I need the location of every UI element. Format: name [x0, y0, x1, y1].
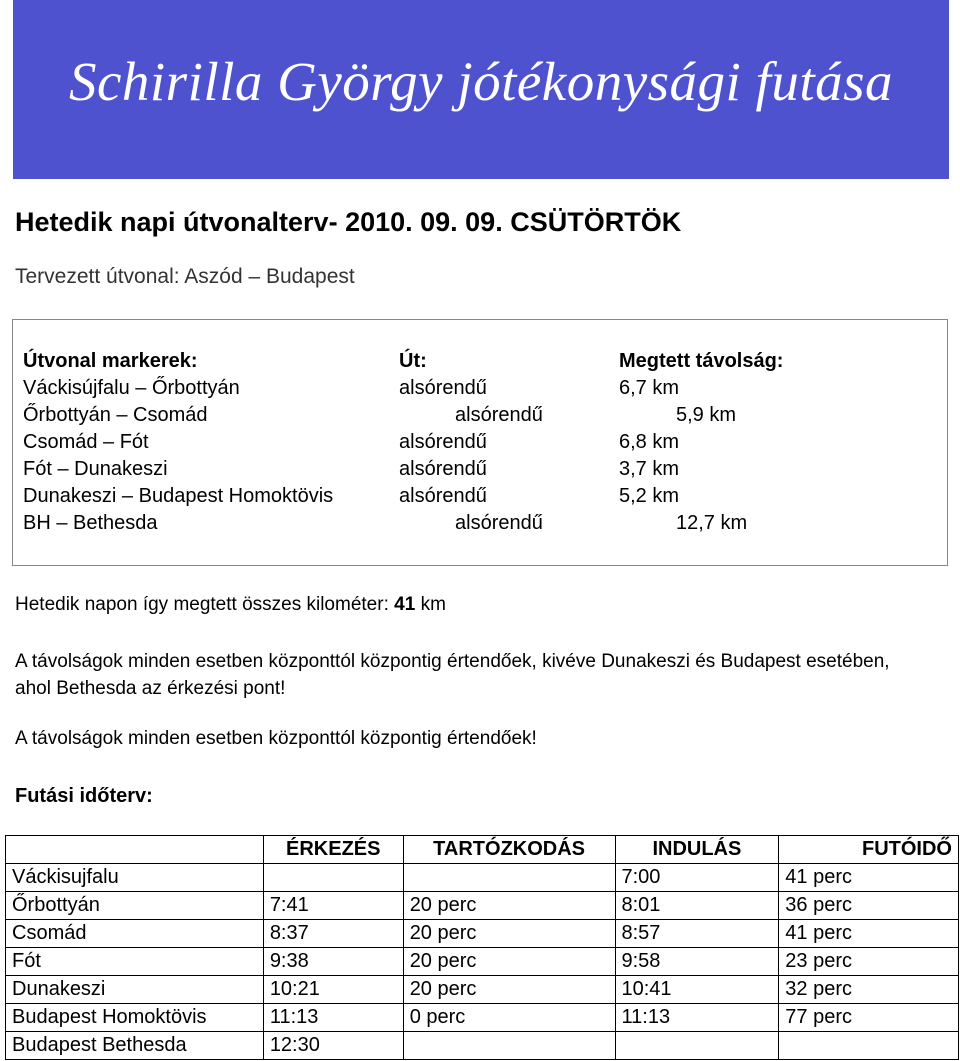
route-marker: Fót – Dunakeszi: [23, 458, 168, 480]
table-row: [6, 920, 959, 948]
route-marker: BH – Bethesda: [23, 512, 158, 534]
cell-place: Fót: [6, 948, 264, 976]
cell-runtime: 41 perc: [779, 920, 959, 948]
cell-departure: 11:13: [615, 1004, 779, 1032]
route-road: alsórendű: [455, 404, 543, 426]
schedule-header-row: [6, 836, 959, 864]
planned-route: Tervezett útvonal: Aszód – Budapest: [15, 265, 355, 288]
cell-place: Budapest Homoktövis: [6, 1004, 264, 1032]
cell-departure: 7:00: [615, 864, 779, 892]
route-distance: 3,7 km: [619, 458, 680, 480]
cell-departure: 8:01: [615, 892, 779, 920]
route-road: alsórendű: [399, 458, 487, 480]
cell-place: Dunakeszi: [6, 976, 264, 1004]
cell-stay: 0 perc: [403, 1004, 615, 1032]
distance-note-2: A távolságok minden esetben központtól központig értendőek!: [15, 728, 537, 749]
schedule-header-departure: INDULÁS: [615, 836, 779, 864]
cell-stay: 20 perc: [403, 948, 615, 976]
banner-title: Schirilla György jótékonysági futása: [68, 51, 894, 112]
cell-stay: [403, 1032, 615, 1060]
cell-stay: 20 perc: [403, 976, 615, 1004]
cell-place: Budapest Bethesda: [6, 1032, 264, 1060]
total-unit: km: [420, 594, 446, 615]
total-distance: [15, 594, 446, 616]
cell-runtime: 36 perc: [779, 892, 959, 920]
total-value: 41: [394, 594, 416, 615]
route-header-road: Út:: [399, 350, 427, 372]
cell-arrival: 8:37: [263, 920, 403, 948]
route-distance: 12,7 km: [676, 512, 748, 534]
route-marker: Csomád – Fót: [23, 431, 149, 453]
route-distance: 6,7 km: [619, 377, 680, 399]
cell-arrival: 7:41: [263, 892, 403, 920]
cell-runtime: 32 perc: [779, 976, 959, 1004]
cell-arrival: 10:21: [263, 976, 403, 1004]
schedule-label: Futási időterv:: [15, 785, 153, 807]
route-header-markers: Útvonal markerek:: [23, 350, 198, 372]
cell-place: Őrbottyán: [6, 892, 264, 920]
cell-stay: 20 perc: [403, 920, 615, 948]
cell-arrival: 11:13: [263, 1004, 403, 1032]
table-row: [6, 864, 959, 892]
total-label: Hetedik napon így megtett összes kilométer:: [15, 594, 389, 615]
table-row: [6, 976, 959, 1004]
table-row: [6, 892, 959, 920]
cell-departure: 9:58: [615, 948, 779, 976]
cell-runtime: 23 perc: [779, 948, 959, 976]
route-marker: Váckisújfalu – Őrbottyán: [23, 377, 240, 399]
table-row: [6, 1004, 959, 1032]
route-distance: 5,2 km: [619, 485, 680, 507]
cell-runtime: 77 perc: [779, 1004, 959, 1032]
schedule-header-arrival: ÉRKEZÉS: [263, 836, 403, 864]
route-distance: 6,8 km: [619, 431, 680, 453]
route-road: alsórendű: [399, 485, 487, 507]
cell-place: Váckisujfalu: [6, 864, 264, 892]
table-row: [6, 1032, 959, 1060]
route-road: alsórendű: [399, 431, 487, 453]
cell-departure: 10:41: [615, 976, 779, 1004]
cell-departure: 8:57: [615, 920, 779, 948]
route-marker: Dunakeszi – Budapest Homoktövis: [23, 485, 334, 507]
cell-runtime: [779, 1032, 959, 1060]
cell-stay: 20 perc: [403, 892, 615, 920]
distance-note-1: A távolságok minden esetben központtól központig értendőek, kivéve Dunakeszi és Budapest esetében, ahol Bethesda az érkezési pont!: [15, 651, 890, 699]
cell-arrival: 12:30: [263, 1032, 403, 1060]
route-distance: 5,9 km: [676, 404, 737, 426]
title-banner: [13, 0, 949, 179]
route-table: [12, 319, 948, 566]
table-row: [6, 948, 959, 976]
route-road: alsórendű: [399, 377, 487, 399]
cell-departure: [615, 1032, 779, 1060]
route-road: alsórendű: [455, 512, 543, 534]
cell-place: Csomád: [6, 920, 264, 948]
cell-stay: [403, 864, 615, 892]
route-header-distance: Megtett távolság:: [619, 350, 784, 372]
schedule-header-place: [6, 836, 264, 864]
page-heading: Hetedik napi útvonalterv- 2010. 09. 09. CSÜTÖRTÖK: [15, 207, 682, 237]
schedule-header-runtime: FUTÓIDŐ: [779, 836, 959, 864]
schedule-header-stay: TARTÓZKODÁS: [403, 836, 615, 864]
cell-runtime: 41 perc: [779, 864, 959, 892]
route-marker: Őrbottyán – Csomád: [23, 404, 208, 426]
cell-arrival: [263, 864, 403, 892]
cell-arrival: 9:38: [263, 948, 403, 976]
schedule-table: [5, 835, 959, 1060]
